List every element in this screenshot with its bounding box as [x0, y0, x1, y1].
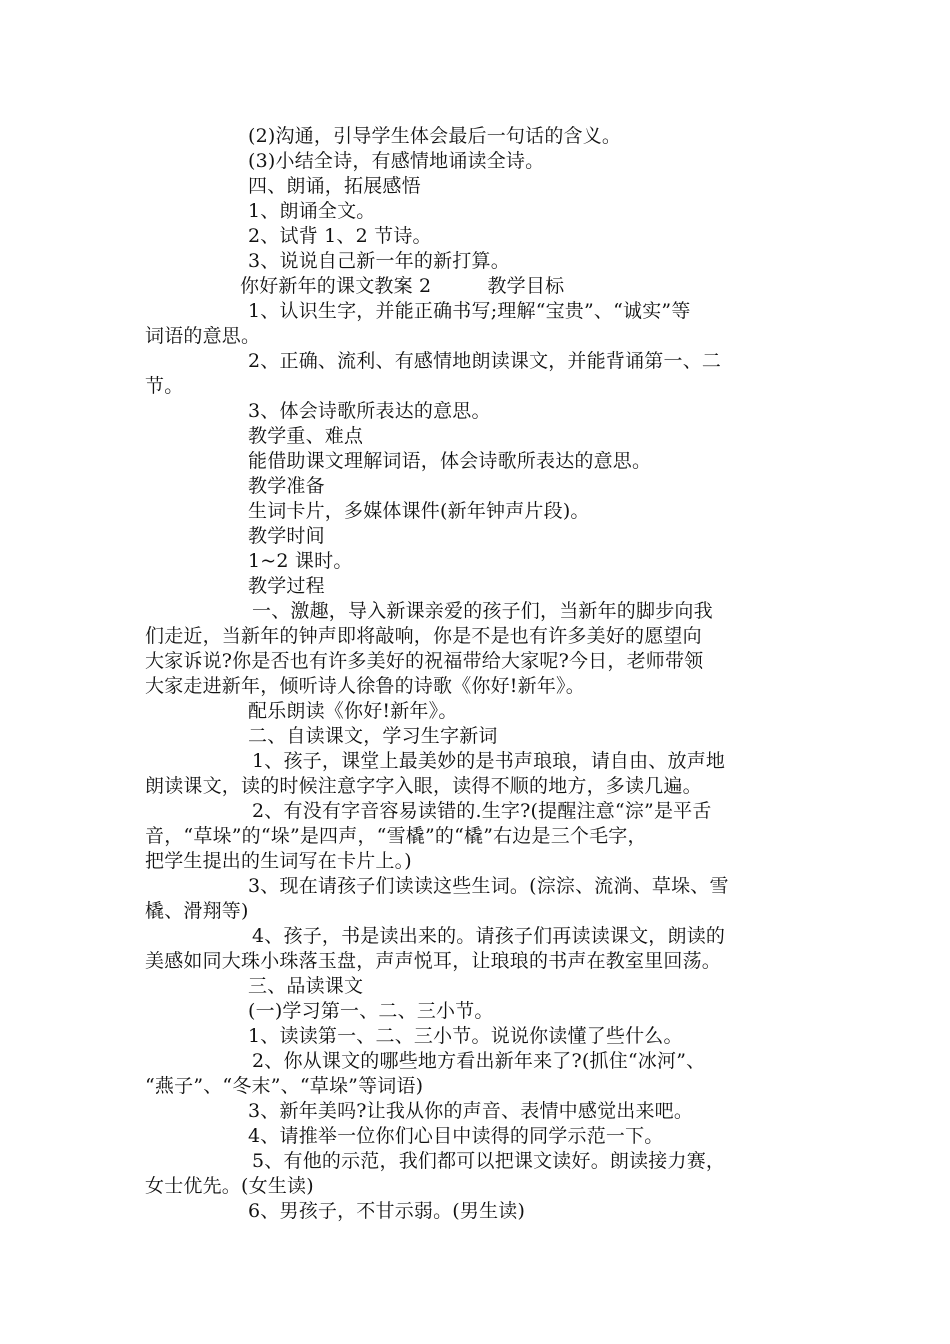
text-line: (2)沟通，引导学生体会最后一句话的含义。 — [248, 125, 622, 147]
text-line: 配乐朗读《你好!新年》。 — [248, 700, 458, 722]
section-heading: 三、品读课文 — [248, 975, 364, 997]
text-line: 1、读读第一、二、三小节。说说你读懂了些什么。 — [248, 1025, 683, 1047]
text-line: 2、试背 1、2 节诗。 — [248, 225, 432, 247]
text-line: 女士优先。(女生读) — [145, 1175, 314, 1197]
text-line: 3、说说自己新一年的新打算。 — [248, 250, 510, 272]
text-line: 1~2 课时。 — [248, 550, 353, 572]
text-line: (3)小结全诗，有感情地诵读全诗。 — [248, 150, 545, 172]
text-line: 大家走进新年，倾听诗人徐鲁的诗歌《你好!新年》。 — [145, 675, 585, 697]
text-line: 3、现在请孩子们读读这些生词。(淙淙、流淌、草垛、雪 — [248, 875, 729, 897]
section-heading: 二、自读课文，学习生字新词 — [248, 725, 498, 747]
text-line: 词语的意思。 — [145, 325, 261, 347]
text-line: 大家诉说?你是否也有许多美好的祝福带给大家呢?今日，老师带领 — [145, 650, 704, 672]
text-line: 1、孩子，课堂上最美妙的是书声琅琅，请自由、放声地 — [252, 750, 726, 772]
text-line: 生词卡片，多媒体课件(新年钟声片段)。 — [248, 500, 590, 522]
text-line: 美感如同大珠小珠落玉盘，声声悦耳，让琅琅的书声在教室里回荡。 — [145, 950, 722, 972]
text-line: 节。 — [145, 375, 184, 397]
text-line: 3、新年美吗?让我从你的声音、表情中感觉出来吧。 — [248, 1100, 694, 1122]
text-line: 6、男孩子，不甘示弱。(男生读) — [248, 1200, 526, 1222]
section-heading: 四、朗诵，拓展感悟 — [248, 175, 421, 197]
document-title-line: 你好新年的课文教案 2 教学目标 — [240, 275, 565, 297]
text-line: 2、正确、流利、有感情地朗读课文，并能背诵第一、二 — [248, 350, 722, 372]
text-line: 2、有没有字音容易读错的.生字?(提醒注意“淙”是平舌 — [252, 800, 712, 822]
text-line: 橇、滑翔等) — [145, 900, 249, 922]
text-line: 能借助课文理解词语，体会诗歌所表达的意思。 — [248, 450, 652, 472]
text-line: “燕子”、“冬末”、“草垛”等词语) — [145, 1075, 424, 1097]
text-line: 音，“草垛”的“垛”是四声，“雪橇”的“橇”右边是三个毛字， — [145, 825, 647, 847]
section-heading: 教学准备 — [248, 475, 325, 497]
text-line: 5、有他的示范，我们都可以把课文读好。朗读接力赛， — [252, 1150, 726, 1172]
text-line: 把学生提出的生词写在卡片上。) — [145, 850, 412, 872]
text-line: 2、你从课文的哪些地方看出新年来了?(抓住“冰河”、 — [252, 1050, 706, 1072]
text-line: 4、孩子，书是读出来的。请孩子们再读读课文，朗读的 — [252, 925, 726, 947]
text-line: 朗读课文，读的时候注意字字入眼，读得不顺的地方，多读几遍。 — [145, 775, 702, 797]
section-heading: 教学过程 — [248, 575, 325, 597]
text-line: 4、请推举一位你们心目中读得的同学示范一下。 — [248, 1125, 664, 1147]
section-heading: 教学时间 — [248, 525, 325, 547]
text-line: 一、激趣，导入新课亲爱的孩子们，当新年的脚步向我 — [252, 600, 713, 622]
text-line: 1、认识生字，并能正确书写;理解“宝贵”、“诚实”等 — [248, 300, 691, 322]
section-heading: 教学重、难点 — [248, 425, 364, 447]
text-line: 1、朗诵全文。 — [248, 200, 376, 222]
text-line: 们走近，当新年的钟声即将敲响，你是不是也有许多美好的愿望向 — [145, 625, 702, 647]
text-line: 3、体会诗歌所表达的意思。 — [248, 400, 491, 422]
text-line: (一)学习第一、二、三小节。 — [248, 1000, 494, 1022]
